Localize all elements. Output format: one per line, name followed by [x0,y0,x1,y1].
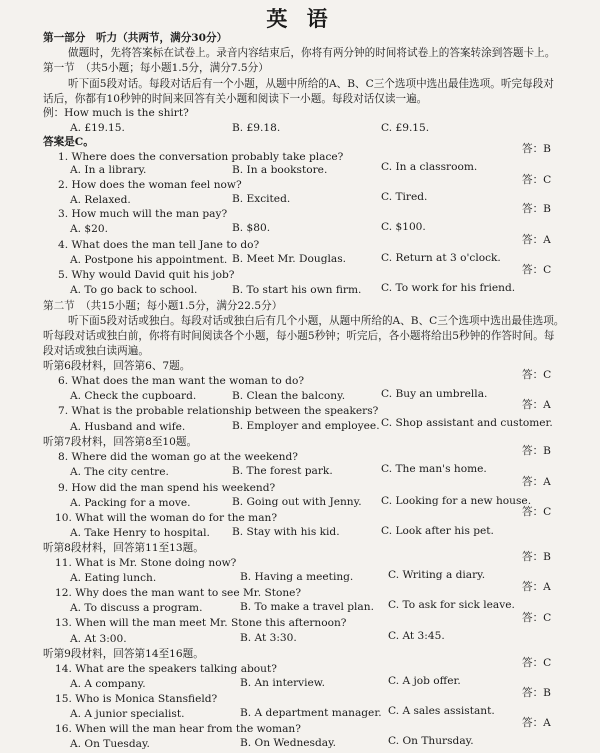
answer-key: 答：A [522,717,551,729]
question-text: 16. When will the man hear from the woman? [55,723,301,735]
option-b: B. Stay with his kid. [232,526,340,538]
section1-instruction: 听下面5段对话。每段对话后有一个小题，从题中所给的A、B、C三个选项中选出最佳选项。听完每段对 [68,78,554,90]
question-text: 10. What will the woman do for the man? [55,512,278,524]
option-c: C. Tired. [381,191,428,203]
answer-key: 答：C [522,174,552,186]
section1-instruction: 话后，你都有10秒钟的时间来回答有关小题和阅读下一小题。每段对话仅读一遍。 [43,93,428,105]
option-a: A. A junior specialist. [70,708,185,720]
part1-intro: 做题时，先将答案标在试卷上。录音内容结束后，你将有两分钟的时间将试卷上的答案转涂到答题卡上。 [68,47,556,59]
answer-key: 答：B [522,551,551,563]
option-b: B. A department manager. [240,707,382,719]
section2-heading: 第二节 （共15小题；每小题1.5分，满分22.5分） [43,300,283,312]
section1-heading: 第一节 （共5小题；每小题1.5分，满分7.5分） [43,62,269,74]
answer-key: 答：C [522,264,552,276]
option-b: B. Going out with Jenny. [232,496,362,508]
option-b: B. In a bookstore. [232,164,328,176]
option-b: B. Having a meeting. [240,571,354,583]
question-text: 1. Where does the conversation probably take place? [58,151,344,163]
option-b: B. To make a travel plan. [240,601,374,613]
option-c: C. At 3:45. [388,630,445,642]
option-b: B. Meet Mr. Douglas. [232,253,346,265]
group-heading: 听第6段材料，回答第6、7题。 [43,360,191,372]
option-c: C. To ask for sick leave. [388,599,515,611]
option-a: A. Relaxed. [70,194,131,206]
option-b: B. $80. [232,222,271,234]
question-text: 15. Who is Monica Stansfield? [55,693,218,705]
question-text: 13. When will the man meet Mr. Stone this afternoon? [55,617,347,629]
option-a: A. To discuss a program. [70,602,203,614]
option-a: A. To go back to school. [70,284,198,296]
part1-heading: 第一部分 听力（共两节，满分30分） [43,32,228,44]
option-b: B. On Wednesday. [240,737,337,749]
answer-key: 答：A [522,476,551,488]
option-a: A. $20. [70,223,108,235]
option-c: C. A job offer. [388,675,461,687]
answer-key: 答：C [522,506,552,518]
option-c: C. Shop assistant and customer. [381,417,553,429]
page-title: 英 语 [266,6,334,31]
question-text: 9. How did the man spend his weekend? [58,482,276,494]
group-heading: 听第8段材料，回答第11至13题。 [43,542,204,554]
option-b: B. Employer and employee. [232,420,380,432]
option-a: A. A company. [70,678,146,690]
answer-key: 答：A [522,399,551,411]
option-c: C. On Thursday. [388,735,474,747]
example-answer: 答案是C。 [43,136,94,148]
question-text: 14. What are the speakers talking about? [55,663,277,675]
option-c: C. Looking for a new house. [381,495,532,507]
option-c: C. To work for his friend. [381,282,516,294]
example-option-c: C. £9.15. [381,122,430,134]
question-text: 4. What does the man tell Jane to do? [58,239,260,251]
answer-key: 答：B [522,143,551,155]
example-question: 例：How much is the shirt? [43,107,189,119]
question-text: 5. Why would David quit his job? [58,269,235,281]
option-c: C. In a classroom. [381,161,478,173]
question-text: 6. What does the man want the woman to do? [58,375,305,387]
option-c: C. A sales assistant. [388,705,495,717]
option-b: B. At 3:30. [240,632,297,644]
option-b: B. The forest park. [232,465,333,477]
question-text: 2. How does the woman feel now? [58,179,242,191]
option-c: C. Writing a diary. [388,569,486,581]
section2-instruction: 听每段对话或独白前，你将有时间阅读各个小题，每小题5秒钟；听完后，各小题将给出5秒钟的作答时间。每 [43,330,555,342]
option-c: C. The man's home. [381,463,487,475]
question-text: 11. What is Mr. Stone doing now? [55,557,237,569]
answer-key: 答：A [522,581,551,593]
example-option-a: A. £19.15. [70,122,125,134]
question-text: 12. Why does the man want to see Mr. Stone? [55,587,302,599]
group-heading: 听第7段材料，回答第8至10题。 [43,436,198,448]
option-b: B. To start his own firm. [232,284,362,296]
option-a: A. Take Henry to hospital. [70,527,210,539]
option-b: B. Clean the balcony. [232,390,346,402]
example-option-b: B. £9.18. [232,122,281,134]
question-text: 7. What is the probable relationship between the speakers? [58,405,379,417]
group-heading: 听第9段材料，回答第14至16题。 [43,648,204,660]
option-a: A. Husband and wife. [70,421,186,433]
answer-key: 答：C [522,612,552,624]
option-a: A. In a library. [70,164,147,176]
option-c: C. Return at 3 o'clock. [381,252,501,264]
option-a: A. Packing for a move. [70,497,191,509]
option-a: A. Eating lunch. [70,572,157,584]
option-a: A. Check the cupboard. [70,390,197,402]
option-c: C. Buy an umbrella. [381,388,488,400]
question-text: 8. Where did the woman go at the weekend? [58,451,298,463]
option-a: A. At 3:00. [70,633,127,645]
option-c: C. $100. [381,221,426,233]
section2-instruction: 段对话或独白读两遍。 [43,345,149,357]
option-b: B. An interview. [240,677,325,689]
answer-key: 答：A [522,234,551,246]
answer-key: 答：B [522,687,551,699]
answer-key: 答：C [522,369,552,381]
answer-key: 答：C [522,657,552,669]
option-a: A. On Tuesday. [70,738,150,750]
question-text: 3. How much will the man pay? [58,208,228,220]
option-c: C. Look after his pet. [381,525,494,537]
option-a: A. The city centre. [70,466,169,478]
option-b: B. Excited. [232,193,291,205]
answer-key: 答：B [522,445,551,457]
option-a: A. Postpone his appointment. [70,254,228,266]
answer-key: 答：B [522,203,551,215]
section2-instruction: 听下面5段对话或独白。每段对话或独白后有几个小题，从题中所给的A、B、C三个选项中选出最佳选项。 [68,315,565,327]
